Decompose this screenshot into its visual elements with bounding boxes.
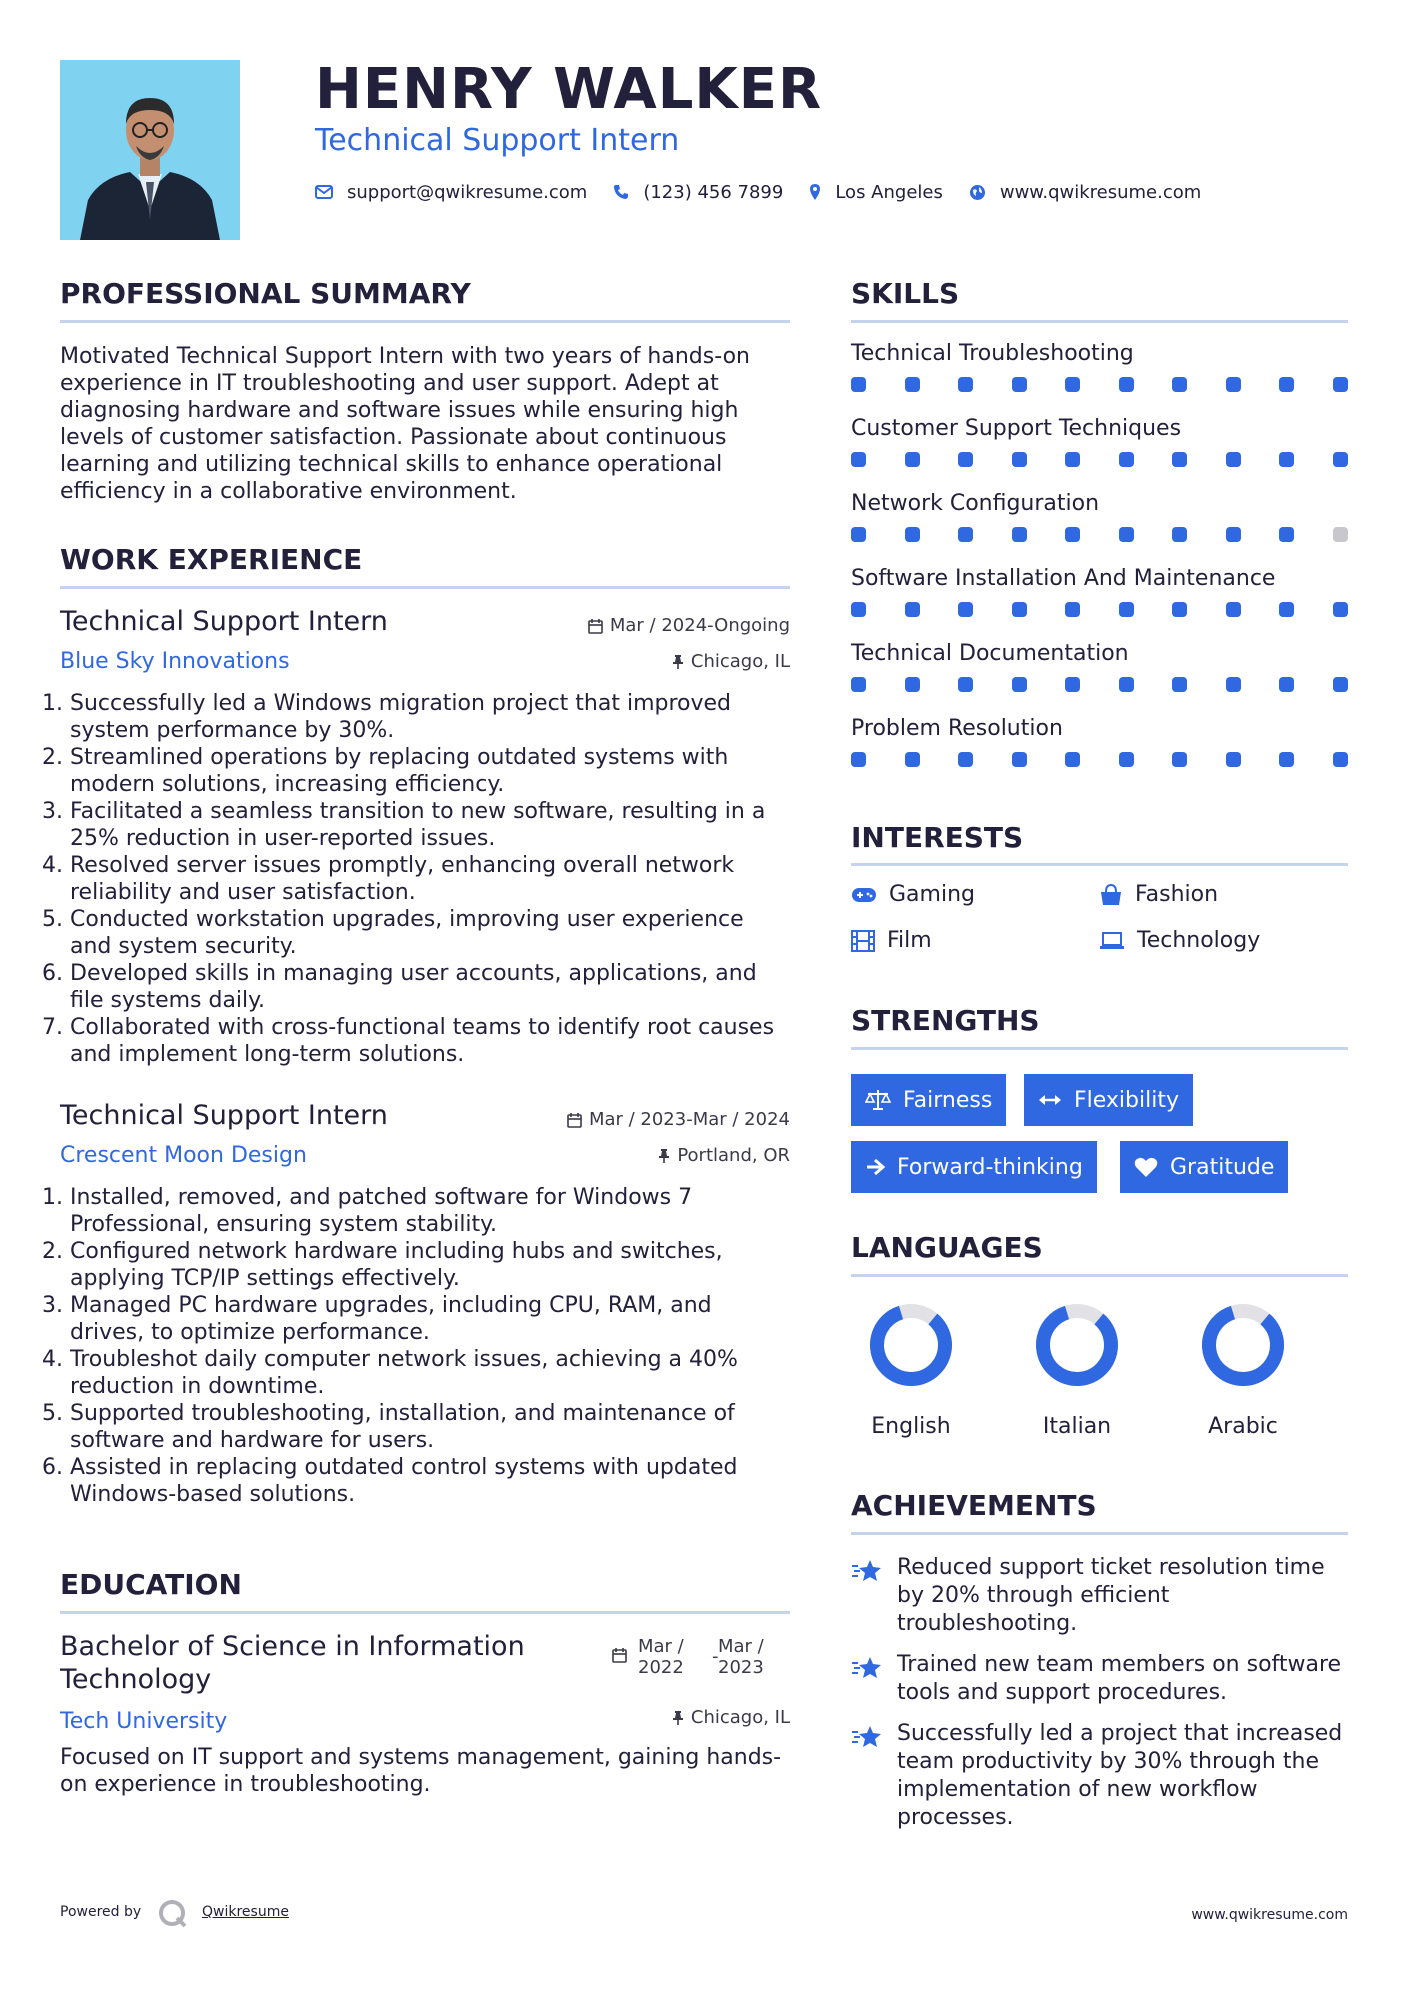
profile-photo: [60, 60, 240, 240]
interest-label: Fashion: [1135, 882, 1219, 907]
list-item: 2. Streamlined operations by replacing outdated systems with modern solutions, increasing efficiency.: [70, 744, 792, 798]
education-end-line1: Mar /: [718, 1636, 764, 1657]
contact-email[interactable]: support@qwikresume.com: [347, 181, 588, 203]
rating-dot: [958, 602, 973, 617]
strength-label: Flexibility: [1074, 1087, 1179, 1113]
skill-label: Problem Resolution: [851, 716, 1063, 741]
achievements-list: [851, 1554, 1348, 1832]
summary-divider: [60, 320, 790, 323]
achievement-text: Reduced support ticket resolution time by 20% through efficient troubleshooting.: [897, 1555, 1325, 1636]
achievements-divider: [851, 1532, 1348, 1535]
summary-heading: PROFESSIONAL SUMMARY: [60, 277, 471, 310]
calendar-icon: [567, 1113, 582, 1128]
skills-divider: [851, 320, 1348, 323]
pushpin-icon: [658, 1148, 670, 1164]
arrow-right-icon: [865, 1158, 885, 1176]
education-date-separator: -: [712, 1646, 719, 1667]
footer-brand-link[interactable]: Qwikresume: [202, 1904, 289, 1920]
rating-dot: [1279, 677, 1294, 692]
list-item: 4. Resolved server issues promptly, enhancing overall network reliability and user satisfaction.: [70, 852, 792, 906]
rating-dot: [1333, 677, 1348, 692]
rating-dot: [1012, 452, 1027, 467]
rating-dot: [1172, 677, 1187, 692]
education-heading: EDUCATION: [60, 1568, 242, 1601]
list-item: 4. Troubleshot daily computer network issues, achieving a 40% reduction in downtime.: [70, 1346, 792, 1400]
footer-website[interactable]: www.qwikresume.com: [1191, 1907, 1348, 1923]
interests-divider: [851, 863, 1348, 866]
education-description: Focused on IT support and systems management, gaining hands-on experience in troubleshooting.: [60, 1745, 782, 1797]
list-item: 6. Developed skills in managing user accounts, applications, and file systems daily.: [70, 960, 792, 1014]
rating-dot: [1172, 452, 1187, 467]
rating-dot: [1119, 527, 1134, 542]
rating-dot: [1226, 752, 1241, 767]
achievements-heading: ACHIEVEMENTS: [851, 1489, 1097, 1522]
language-label: English: [871, 1414, 951, 1439]
education-start-line2: 2022: [638, 1657, 684, 1678]
skills-heading: SKILLS: [851, 277, 960, 310]
interest-gaming: [851, 882, 975, 907]
skill-row: [851, 565, 1348, 640]
list-item: 1. Installed, removed, and patched software for Windows 7 Professional, ensuring system stability.: [70, 1184, 792, 1238]
skill-label: Technical Troubleshooting: [851, 341, 1134, 366]
rating-dot: [1012, 752, 1027, 767]
education-location-text: Chicago, IL: [690, 1707, 790, 1728]
rating-dot: [958, 377, 973, 392]
contact-bar: [315, 180, 1227, 204]
rating-dot: [851, 677, 866, 692]
rating-dot: [1279, 602, 1294, 617]
interest-film: [851, 928, 932, 953]
interests-heading: INTERESTS: [851, 821, 1024, 854]
rating-dot: [1012, 602, 1027, 617]
rating-dot: [1119, 452, 1134, 467]
rating-dot: [851, 602, 866, 617]
strength-flexibility: [1024, 1074, 1193, 1126]
rating-dot: [905, 677, 920, 692]
rating-dot: [1172, 602, 1187, 617]
languages-list: [851, 1300, 1348, 1450]
education-end-line2: 2023: [718, 1657, 764, 1678]
rating-dot: [1119, 752, 1134, 767]
job-bullets: [52, 690, 792, 1068]
rating-dot: [851, 377, 866, 392]
rating-dot: [1065, 602, 1080, 617]
scale-icon: [865, 1089, 891, 1111]
skill-rating: [851, 752, 1348, 767]
rating-dot: [1172, 377, 1187, 392]
skill-rating: [851, 452, 1348, 467]
shopping-bag-icon: [1099, 884, 1123, 906]
school-name[interactable]: Tech University: [60, 1709, 228, 1734]
interest-technology: [1099, 928, 1260, 953]
skill-label: Software Installation And Maintenance: [851, 566, 1276, 591]
rating-dot: [851, 752, 866, 767]
rating-dot: [905, 602, 920, 617]
company-name[interactable]: Crescent Moon Design: [60, 1143, 307, 1168]
strength-forward-thinking: [851, 1141, 1097, 1193]
language-proficiency-ring: [1017, 1300, 1137, 1390]
rating-dot: [1333, 452, 1348, 467]
strength-label: Gratitude: [1170, 1154, 1275, 1180]
achievement-item: [851, 1554, 1348, 1638]
rating-dot: [1065, 527, 1080, 542]
job-date: [490, 614, 790, 638]
skill-row: [851, 640, 1348, 715]
contact-location: Los Angeles: [835, 181, 943, 203]
job-location-text: Chicago, IL: [690, 651, 790, 672]
rating-dot: [1012, 527, 1027, 542]
experience-heading: WORK EXPERIENCE: [60, 543, 363, 576]
laptop-icon: [1099, 931, 1125, 951]
rating-dot: [958, 752, 973, 767]
rating-dot: [1333, 602, 1348, 617]
rating-dot: [1172, 752, 1187, 767]
rating-dot: [1172, 527, 1187, 542]
experience-divider: [60, 586, 790, 589]
skill-row: [851, 715, 1348, 790]
job-location: [490, 650, 790, 674]
rating-dot: [1065, 452, 1080, 467]
star-achievement-icon: [851, 1655, 883, 1681]
language-label: Italian: [1042, 1414, 1112, 1439]
achievement-item: [851, 1720, 1348, 1832]
footer-powered-by: Powered by: [60, 1904, 142, 1920]
film-icon: [851, 930, 875, 952]
list-item: 2. Configured network hardware including hubs and switches, applying TCP/IP settings effectively.: [70, 1238, 792, 1292]
rating-dot: [1065, 677, 1080, 692]
education-divider: [60, 1611, 790, 1614]
rating-dot: [1333, 527, 1348, 542]
list-item: 5. Supported troubleshooting, installation, and maintenance of software and hardware for users.: [70, 1400, 792, 1454]
heart-icon: [1134, 1157, 1158, 1178]
list-item: 3. Facilitated a seamless transition to new software, resulting in a 25% reduction in user-reported issues.: [70, 798, 792, 852]
arrows-horizontal-icon: [1038, 1093, 1062, 1107]
skill-rating: [851, 377, 1348, 392]
company-name[interactable]: Blue Sky Innovations: [60, 649, 290, 674]
candidate-title: Technical Support Intern: [315, 123, 680, 158]
job-title: Technical Support Intern: [60, 1100, 388, 1131]
job-date-text: Mar / 2023-Mar / 2024: [588, 1109, 790, 1130]
rating-dot: [851, 527, 866, 542]
rating-dot: [958, 452, 973, 467]
list-item: 3. Managed PC hardware upgrades, including CPU, RAM, and drives, to optimize performance.: [70, 1292, 792, 1346]
rating-dot: [1119, 602, 1134, 617]
language-item: [851, 1300, 971, 1439]
skill-label: Network Configuration: [851, 491, 1100, 516]
rating-dot: [905, 527, 920, 542]
qwikresume-logo-icon: [157, 1898, 189, 1932]
summary-text: Motivated Technical Support Intern with two years of hands-on experience in IT troubleshooting and user support. Adept at diagnosing hardware and software issues while ensuring high levels of customer satisfaction. Passionate about continuous learning and utilizing technical skills to enhance operational efficiency in a collaborative environment.: [60, 344, 750, 504]
language-item: [1183, 1300, 1303, 1439]
strength-fairness: [851, 1074, 1006, 1126]
skill-label: Customer Support Techniques: [851, 416, 1182, 441]
rating-dot: [1226, 527, 1241, 542]
person-portrait-icon: [60, 60, 240, 240]
pushpin-icon: [672, 654, 684, 670]
skill-label: Technical Documentation: [851, 641, 1129, 666]
job-date: [490, 1108, 790, 1132]
interest-label: Film: [887, 928, 932, 953]
job-bullets: [52, 1184, 792, 1508]
rating-dot: [1279, 377, 1294, 392]
language-item: [1017, 1300, 1137, 1439]
pushpin-icon: [672, 1710, 684, 1726]
interest-fashion: [1099, 882, 1218, 907]
rating-dot: [1333, 752, 1348, 767]
rating-dot: [1279, 752, 1294, 767]
job-location: [490, 1144, 790, 1168]
rating-dot: [1065, 752, 1080, 767]
rating-dot: [1279, 527, 1294, 542]
list-item: 6. Assisted in replacing outdated control systems with updated Windows-based solutions.: [70, 1454, 792, 1508]
rating-dot: [958, 677, 973, 692]
language-label: Arabic: [1208, 1414, 1278, 1439]
skill-row: [851, 415, 1348, 490]
rating-dot: [1226, 677, 1241, 692]
rating-dot: [1119, 377, 1134, 392]
location-pin-icon: [809, 183, 821, 201]
achievement-text: Successfully led a project that increased team productivity by 30% through the implementation of new workflow processes.: [897, 1721, 1343, 1830]
star-achievement-icon: [851, 1724, 883, 1750]
skill-row: [851, 490, 1348, 565]
job-title: Technical Support Intern: [60, 606, 388, 637]
strengths-divider: [851, 1047, 1348, 1050]
job-location-text: Portland, OR: [677, 1145, 790, 1166]
calendar-icon: [612, 1648, 627, 1663]
language-proficiency-ring: [1183, 1300, 1303, 1390]
rating-dot: [905, 452, 920, 467]
rating-dot: [1226, 377, 1241, 392]
globe-icon: [969, 184, 986, 201]
skills-list: [851, 340, 1348, 790]
rating-dot: [1012, 377, 1027, 392]
rating-dot: [1279, 452, 1294, 467]
rating-dot: [851, 452, 866, 467]
contact-website[interactable]: www.qwikresume.com: [999, 181, 1202, 203]
gamepad-icon: [851, 886, 877, 904]
candidate-name: HENRY WALKER: [315, 57, 823, 122]
rating-dot: [1226, 602, 1241, 617]
education-location: [490, 1706, 790, 1730]
phone-icon: [613, 184, 629, 200]
contact-phone[interactable]: (123) 456 7899: [643, 181, 784, 203]
language-proficiency-ring: [851, 1300, 971, 1390]
rating-dot: [1333, 377, 1348, 392]
skill-rating: [851, 527, 1348, 542]
email-icon: [315, 185, 333, 199]
interest-label: Gaming: [889, 882, 975, 907]
education-date: [612, 1636, 792, 1686]
skill-rating: [851, 602, 1348, 617]
interest-label: Technology: [1137, 928, 1261, 953]
skill-rating: [851, 677, 1348, 692]
list-item: 5. Conducted workstation upgrades, improving user experience and system security.: [70, 906, 792, 960]
rating-dot: [905, 752, 920, 767]
calendar-icon: [588, 619, 603, 634]
degree-title: Bachelor of Science in Information Technology: [60, 1631, 525, 1695]
job-date-text: Mar / 2024-Ongoing: [609, 615, 790, 636]
rating-dot: [1065, 377, 1080, 392]
strength-label: Fairness: [903, 1087, 993, 1113]
languages-divider: [851, 1274, 1348, 1277]
rating-dot: [1012, 677, 1027, 692]
star-achievement-icon: [851, 1558, 883, 1584]
strength-label: Forward-thinking: [897, 1154, 1083, 1180]
skill-row: [851, 340, 1348, 415]
education-start-line1: Mar /: [638, 1636, 684, 1657]
list-item: 7. Collaborated with cross-functional teams to identify root causes and implement long-term solutions.: [70, 1014, 792, 1068]
languages-heading: LANGUAGES: [851, 1231, 1043, 1264]
rating-dot: [1119, 677, 1134, 692]
rating-dot: [958, 527, 973, 542]
strengths-heading: STRENGTHS: [851, 1004, 1040, 1037]
list-item: 1. Successfully led a Windows migration project that improved system performance by 30%.: [70, 690, 792, 744]
achievement-text: Trained new team members on software tools and support procedures.: [897, 1652, 1342, 1705]
strength-gratitude: [1120, 1141, 1288, 1193]
achievement-item: [851, 1651, 1348, 1707]
rating-dot: [1226, 452, 1241, 467]
rating-dot: [905, 377, 920, 392]
